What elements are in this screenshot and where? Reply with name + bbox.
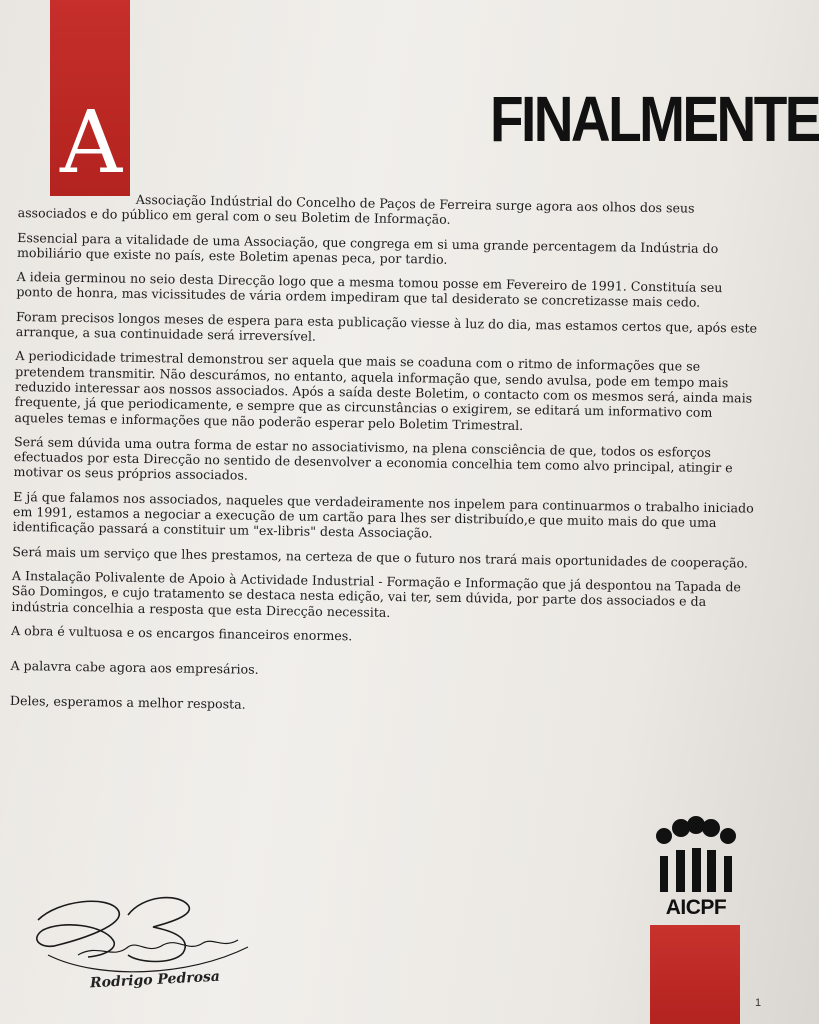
paragraph-2: Essencial para a vitalidade de uma Associação, que congrega em si uma grande percentagem da Indústria do mobiliário que existe no país, este Boletim apenas peca, por tardio. — [16, 229, 719, 267]
paragraph-3: A ideia germinou no seio desta Direcção logo que a mesma tomou posse em Fevereiro de 1991. Constituía seu ponto de honra, mas vicissitudes de vária ordem impediram que tal desiderato se concretizasse mais cedo. — [16, 269, 723, 311]
drop-cap-letter: A — [59, 93, 123, 193]
paragraph-5: A periodicidade trimestral demonstrou ser aquela que mais se coaduna com o ritmo de informações que se pretendem transmitir. Não descurámos, no entanto, aquela informação que, sendo avulsa, pode em tempo mais reduzido interessar aos nossos associados. Após a saída deste Boletim, o contacto com os mesmos será, ainda mais frequente, já que periodicamente, e sempre que as circunstâncias o exigirem, se editará um informativo com aqueles temas e informações que não poderão esperar pelo Boletim Trimestral. — [14, 348, 753, 433]
page-title: FINALMENTE — [490, 83, 819, 155]
paragraph-4: Foram precisos longos meses de espera para esta publicação viesse à luz do dia, mas estamos certos que, após este arranque, a sua continuidade será irreversível. — [15, 308, 758, 344]
paragraph-6: Será sem dúvida uma outra forma de estar no associativismo, na plena consciência de que, todos os esforços efectuados por esta Direcção no sentido de desenvolver a economia concelhia tem como alvo principal, atingir e motivar os seus próprios associados. — [13, 433, 733, 484]
logo-text: AICPF — [665, 896, 727, 919]
paragraph-11: A palavra cabe agora aos empresários. — [10, 658, 259, 677]
paragraph-8: Será mais um serviço que lhes prestamos, na certeza de que o futuro nos trará mais oportunidades de cooperação. — [12, 543, 749, 571]
signer-name: Rodrigo Pedrosa — [89, 968, 221, 992]
article-body — [10, 190, 763, 729]
aicpf-logo — [648, 816, 744, 920]
paragraph-12: Deles, esperamos a melhor resposta. — [9, 693, 246, 713]
red-accent-bar-bottom — [650, 925, 740, 1024]
page-number: 1 — [755, 997, 762, 1009]
paragraph-10: A obra é vultuosa e os encargos financeiros enormes. — [10, 622, 353, 644]
paragraph-1: Associação Indústrial do Concelho de Paços de Ferreira surge agora aos olhos dos seus associados e do público em geral com o seu Boletim de Informação. — [17, 191, 695, 228]
aicpf-people-logo-icon — [648, 816, 744, 894]
paragraph-9: A Instalação Polivalente de Apoio à Actividade Industrial - Formação e Informação que já despontou na Tapada de São Domingos, e cujo tratamento se destaca nesta edição, vai ter, sem dúvida, por parte dos associados e da indústria concelhia a resposta que esta Direcção necessita. — [11, 567, 742, 620]
paragraph-7: E já que falamos nos associados, naqueles que verdadeiramente nos inpelem para continuarmos o trabalho iniciado em 1991, estamos a negociar a execução de um cartão para lhes ser distribuído,e que muito mais do que uma identificação passará a constituir um "ex-libris" desta Associação. — [12, 488, 754, 541]
